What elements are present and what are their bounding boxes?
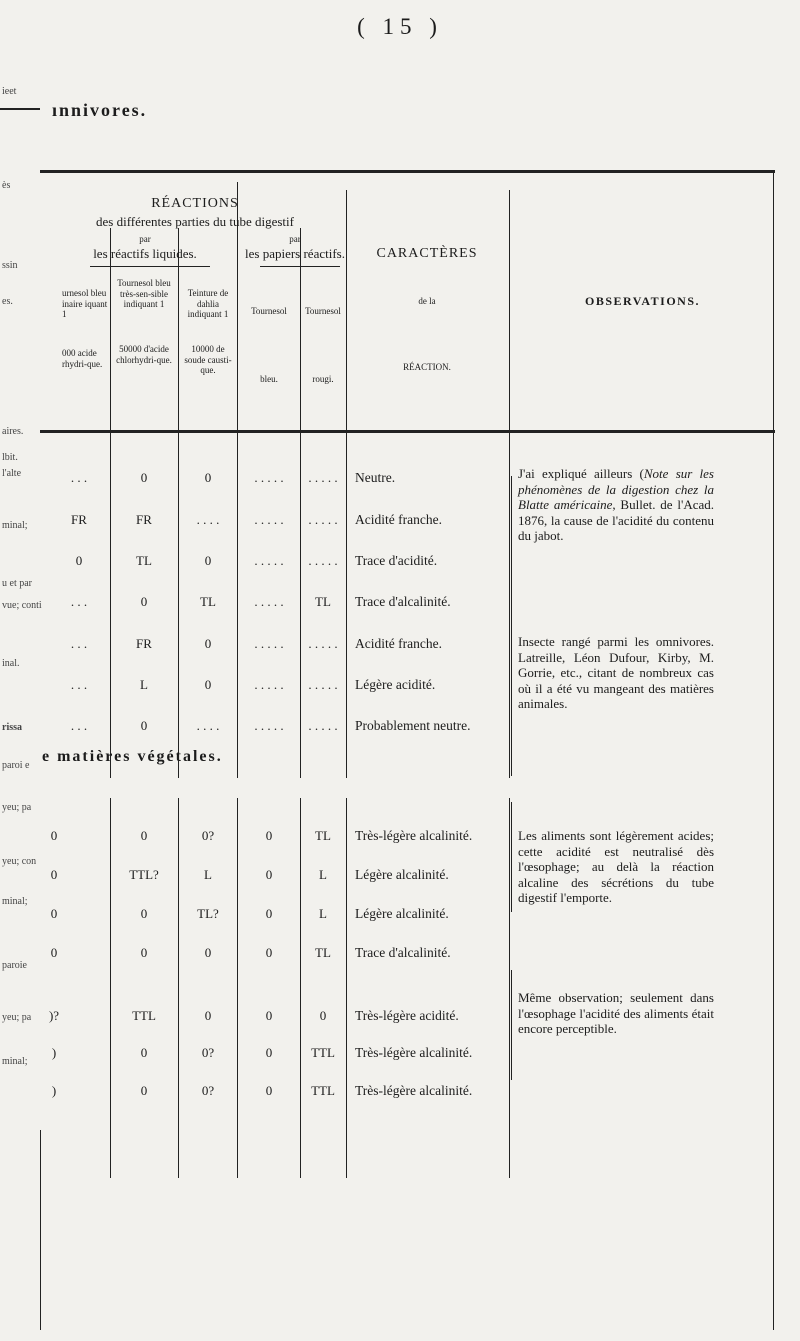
table-top-rule (40, 170, 775, 173)
cell: 0 (204, 677, 212, 692)
cell: . . . . . (308, 470, 338, 485)
observation-3: Les aliments sont légèrement acides; cette acidité est neutralisé dès l'œsophage; au delà la réaction alcaline des sécrétions du tube digestif l'emporte. (518, 828, 714, 905)
cell: L (204, 867, 212, 882)
cell: L (319, 867, 327, 882)
cell: )? (48, 1008, 60, 1023)
gutter-fragment: paroie (2, 960, 27, 971)
cell: TL (315, 828, 331, 843)
cell: FR (136, 512, 152, 527)
cell: FR (136, 636, 152, 651)
gutter-fragment: yeu; con (2, 856, 37, 867)
header-observations: OBSERVATIONS. (584, 294, 700, 308)
reaction-character: Neutre. (355, 470, 396, 485)
section-title: e matières végétales. (42, 748, 223, 765)
cell: 0 (204, 553, 212, 568)
cell: 0 (50, 906, 58, 921)
header-col5-b: rougi. (312, 374, 334, 384)
observation-4: Même observation; seulement dans l'œsophage l'acidité des aliments était encore perceptible. (518, 990, 714, 1036)
cell: TL (200, 594, 216, 609)
reaction-character: Légère alcalinité. (355, 867, 449, 882)
gutter-fragment: ieet (2, 86, 17, 97)
gutter-fragment: yeu; pa (2, 1012, 32, 1023)
cell: . . . . . (254, 677, 284, 692)
gutter-fragment: l'alte (2, 468, 22, 479)
cell: L (319, 906, 327, 921)
header-col3-a: Teinture de dahlia indiquant 1 (187, 288, 229, 319)
gutter-fragment: paroi e (2, 760, 30, 771)
cell: 0 (140, 828, 148, 843)
observation-2: Insecte rangé parmi les omnivores. Latreille, Léon Dufour, Kirby, M. Gorrie, etc., citant de nombreux cas où il a été vu mangeant des matières animales. (518, 634, 714, 711)
header-col5-a: Tournesol (305, 306, 341, 316)
cell: 0 (265, 1083, 273, 1098)
cell: 0 (140, 718, 148, 733)
header-col1-a: urnesol bleu inaire iquant 1 (62, 288, 108, 319)
cell: . . . . . (254, 594, 284, 609)
cell: 0? (201, 1045, 215, 1060)
cell: . . . . . (308, 636, 338, 651)
header-char-line2: de la (418, 296, 436, 306)
reaction-character: Très-légère alcalinité. (355, 828, 473, 843)
reaction-character: Légère alcalinité. (355, 906, 449, 921)
col-divider (178, 433, 179, 778)
cell: . . . . . (254, 512, 284, 527)
obs-bracket (511, 970, 512, 1080)
cell: . . . . . (254, 718, 284, 733)
cell: 0 (140, 906, 148, 921)
gutter-fragment: lbit. (2, 452, 18, 463)
reaction-character: Trace d'acidité. (355, 553, 438, 568)
header-brace (90, 266, 210, 267)
header-char-line3: RÉACTION. (403, 362, 451, 372)
reaction-character: Probablement neutre. (355, 718, 471, 733)
col-divider (178, 798, 179, 1178)
cell: 0 (50, 945, 58, 960)
header-brace (260, 266, 340, 267)
header-reactions-title: RÉACTIONS (151, 196, 239, 211)
cell: 0 (75, 553, 83, 568)
col-divider (346, 798, 347, 1178)
cell: 0 (265, 867, 273, 882)
cell: . . . . . (308, 553, 338, 568)
gutter-fragment: ès (2, 180, 11, 191)
cell: ) (51, 1083, 57, 1098)
cell: 0? (201, 1083, 215, 1098)
obs-bracket (511, 476, 512, 776)
cell: 0 (140, 1083, 148, 1098)
header-char-line1: CARACTÈRES (376, 246, 478, 261)
cell: . . . (70, 718, 88, 733)
cell: . . . (70, 470, 88, 485)
cell: L (140, 677, 148, 692)
gutter-fragment: inal. (2, 658, 20, 669)
cell: 0 (140, 594, 148, 609)
observation-1-title: Note sur les phénomènes de la digestion chez la Blatte américaine (518, 466, 714, 512)
cell: . . . . . (254, 553, 284, 568)
cell: 0 (204, 636, 212, 651)
observation-1-text: , Bullet. de l'Acad. 1876, la cause de l'acidité du contenu du jabot. (518, 497, 714, 543)
reaction-character: Trace d'alcalinité. (355, 594, 451, 609)
cell: 0 (204, 1008, 212, 1023)
cell: TTL (311, 1083, 335, 1098)
obs-bracket (511, 802, 512, 912)
gutter-fragment: minal; (2, 1056, 28, 1067)
cell: 0 (50, 828, 58, 843)
reaction-character: Acidité franche. (355, 636, 442, 651)
header-col2-b: 50000 d'acide chlorhydri-que. (116, 344, 172, 365)
reaction-character: Trace d'alcalinité. (355, 945, 451, 960)
cell: FR (71, 512, 87, 527)
reaction-character: Très-légère acidité. (355, 1008, 459, 1023)
cell: . . . . . (254, 636, 284, 651)
cell: TTL? (129, 867, 159, 882)
cell: TL (315, 945, 331, 960)
cell: . . . . . (308, 677, 338, 692)
header-liquid-top: par (139, 234, 151, 244)
cell: 0 (265, 1045, 273, 1060)
table-right-rule (773, 170, 774, 1330)
cell: 0 (265, 828, 273, 843)
col-divider (237, 798, 238, 1178)
reaction-character: Très-légère alcalinité. (355, 1083, 473, 1098)
gutter-fragment: aires. (2, 426, 24, 437)
cell: 0 (140, 1045, 148, 1060)
gutter-fragment: yeu; pa (2, 802, 32, 813)
cell: TL (136, 553, 152, 568)
cell: TTL (132, 1008, 156, 1023)
cell: . . . . (196, 512, 220, 527)
gutter-fragment: rissa (2, 722, 22, 733)
col-divider (509, 190, 510, 778)
cell: TL (315, 594, 331, 609)
gutter-fragment: ssin (2, 260, 18, 271)
observation-1-text: J'ai expliqué ailleurs ( (518, 466, 644, 481)
gutter-fragment: es. (2, 296, 13, 307)
reaction-character: Légère acidité. (355, 677, 436, 692)
cell: . . . . . (308, 512, 338, 527)
cell: 0 (140, 945, 148, 960)
cell: . . . . . (308, 718, 338, 733)
col-divider (110, 798, 111, 1178)
cell: 0 (319, 1008, 327, 1023)
col-divider (110, 433, 111, 778)
gutter-fragment: minal; (2, 896, 28, 907)
reaction-character: Acidité franche. (355, 512, 442, 527)
header-paper-top: par (289, 234, 301, 244)
gutter-fragment: u et par (2, 578, 32, 589)
cell: 0 (265, 906, 273, 921)
col-divider (346, 190, 347, 778)
gutter-fragment: minal; (2, 520, 28, 531)
cell: 0 (140, 470, 148, 485)
header-paper-bottom: les papiers réactifs. (245, 246, 345, 261)
cell: . . . (70, 636, 88, 651)
col-divider (300, 798, 301, 1178)
cell: 0 (265, 1008, 273, 1023)
running-head: ınnivores. (52, 100, 148, 120)
table-left-rule (40, 1130, 41, 1330)
header-col2-a: Tournesol bleu très-sen-sible indiquant 1 (117, 278, 171, 309)
page-number: ( 15 ) (357, 14, 443, 39)
observation-1 (518, 466, 714, 544)
header-col1-b: 000 acide rhydri-que. (62, 348, 103, 369)
cell: 0 (204, 945, 212, 960)
header-reactions-sub: des différentes parties du tube digestif (96, 214, 294, 229)
cell: ) (51, 1045, 57, 1060)
header-col3-b: 10000 de soude causti-que. (184, 344, 232, 375)
header-bottom-rule (40, 430, 775, 433)
cell: TTL (311, 1045, 335, 1060)
cell: 0 (265, 945, 273, 960)
cell: TL? (197, 906, 219, 921)
cell: . . . . (196, 718, 220, 733)
cell: . . . . . (254, 470, 284, 485)
cell: 0? (201, 828, 215, 843)
gutter-rule (0, 108, 40, 110)
cell: 0 (50, 867, 58, 882)
header-col4-b: bleu. (260, 374, 278, 384)
header-col4-a: Tournesol (251, 306, 287, 316)
gutter-fragment: vue; conti (2, 600, 42, 611)
cell: . . . (70, 594, 88, 609)
header-liquid-bottom: les réactifs liquides. (93, 246, 197, 261)
cell: 0 (204, 470, 212, 485)
col-divider (509, 798, 510, 1178)
cell: . . . (70, 677, 88, 692)
reaction-character: Très-légère alcalinité. (355, 1045, 473, 1060)
